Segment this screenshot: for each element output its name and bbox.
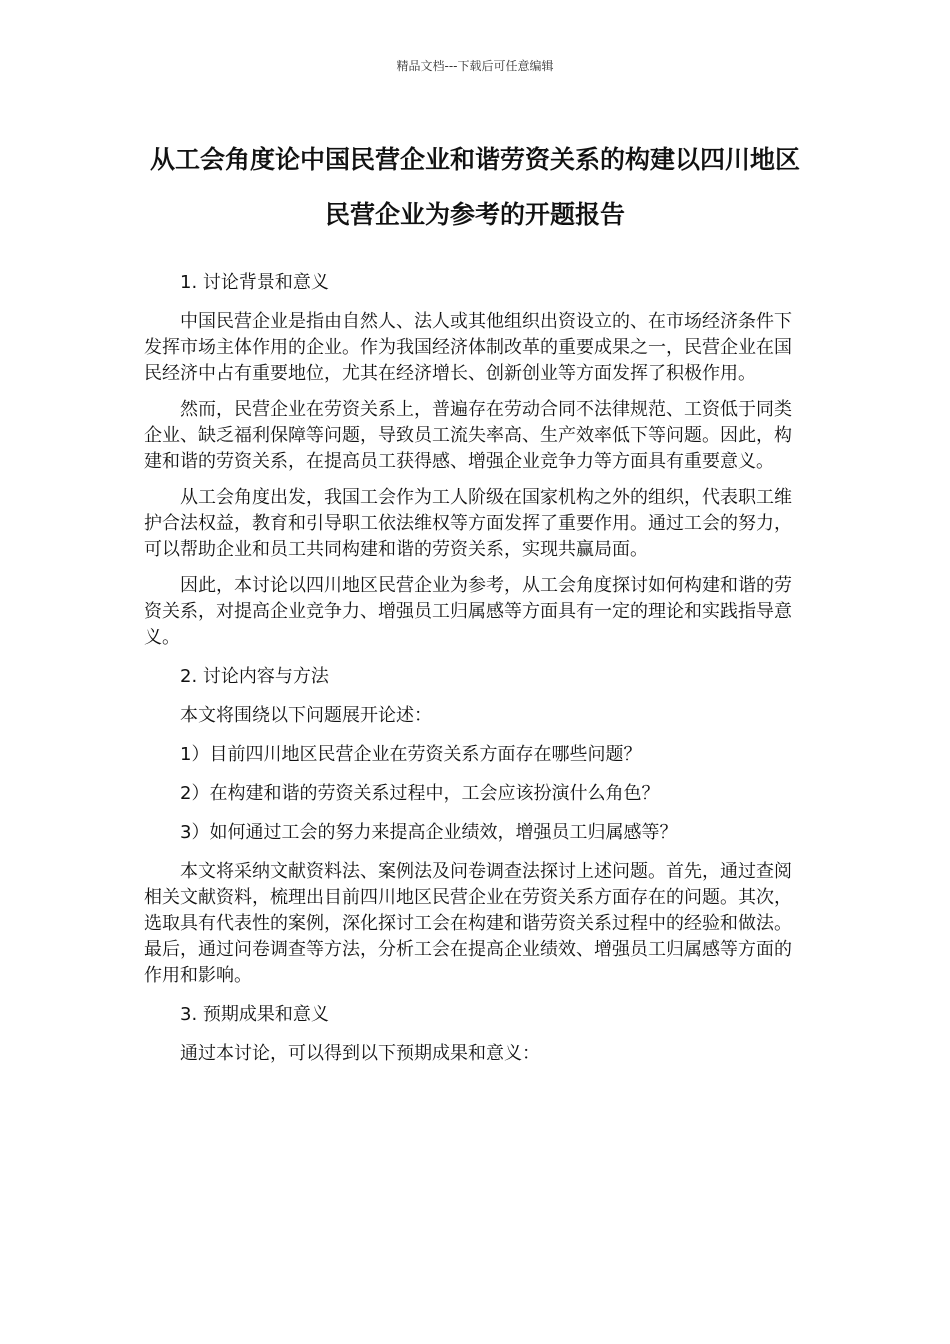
question-item: 2）在构建和谐的劳资关系过程中，工会应该扮演什么角色？ xyxy=(180,783,660,804)
section-2-heading: 2. 讨论内容与方法 xyxy=(180,666,329,687)
section-3-heading: 3. 预期成果和意义 xyxy=(180,1004,329,1025)
paragraph: 因此，本讨论以四川地区民营企业为参考，从工会角度探讨如何构建和谐的劳资关系，对提高企业竞争力、增强员工归属感等方面具有一定的理论和实践指导意义。 xyxy=(144,575,792,648)
page-header-note: 精品文档---下载后可任意编辑 xyxy=(396,59,554,73)
paragraph: 本文将采纳文献资料法、案例法及问卷调查法探讨上述问题。首先，通过查阅相关文献资料，梳理出目前四川地区民营企业在劳资关系方面存在的问题。其次，选取具有代表性的案例，深化探讨工会在构建和谐劳资关系过程中的经验和做法。最后，通过问卷调查等方法，分析工会在提高企业绩效、增强员工归属感等方面的作用和影响。 xyxy=(144,861,792,986)
document-body xyxy=(144,270,794,1067)
paragraph: 然而，民营企业在劳资关系上，普遍存在劳动合同不法律规范、工资低于同类企业、缺乏福利保障等问题，导致员工流失率高、生产效率低下等问题。因此，构建和谐的劳资关系，在提高员工获得感、增强企业竞争力等方面具有重要意义。 xyxy=(144,399,792,472)
question-item: 3）如何通过工会的努力来提高企业绩效，增强员工归属感等？ xyxy=(180,822,678,843)
paragraph: 本文将围绕以下问题展开论述： xyxy=(180,705,432,726)
document-title: 从工会角度论中国民营企业和谐劳资关系的构建以四川地区民营企业为参考的开题报告 xyxy=(149,145,800,229)
paragraph: 通过本讨论，可以得到以下预期成果和意义： xyxy=(180,1043,540,1064)
paragraph: 中国民营企业是指由自然人、法人或其他组织出资设立的、在市场经济条件下发挥市场主体作用的企业。作为我国经济体制改革的重要成果之一，民营企业在国民经济中占有重要地位，尤其在经济增长、创新创业等方面发挥了积极作用。 xyxy=(144,311,792,384)
question-item: 1）目前四川地区民营企业在劳资关系方面存在哪些问题？ xyxy=(180,744,642,765)
paragraph: 从工会角度出发，我国工会作为工人阶级在国家机构之外的组织，代表职工维护合法权益，教育和引导职工依法维权等方面发挥了重要作用。通过工会的努力，可以帮助企业和员工共同构建和谐的劳资关系，实现共赢局面。 xyxy=(144,487,792,560)
section-1-heading: 1. 讨论背景和意义 xyxy=(180,272,329,293)
